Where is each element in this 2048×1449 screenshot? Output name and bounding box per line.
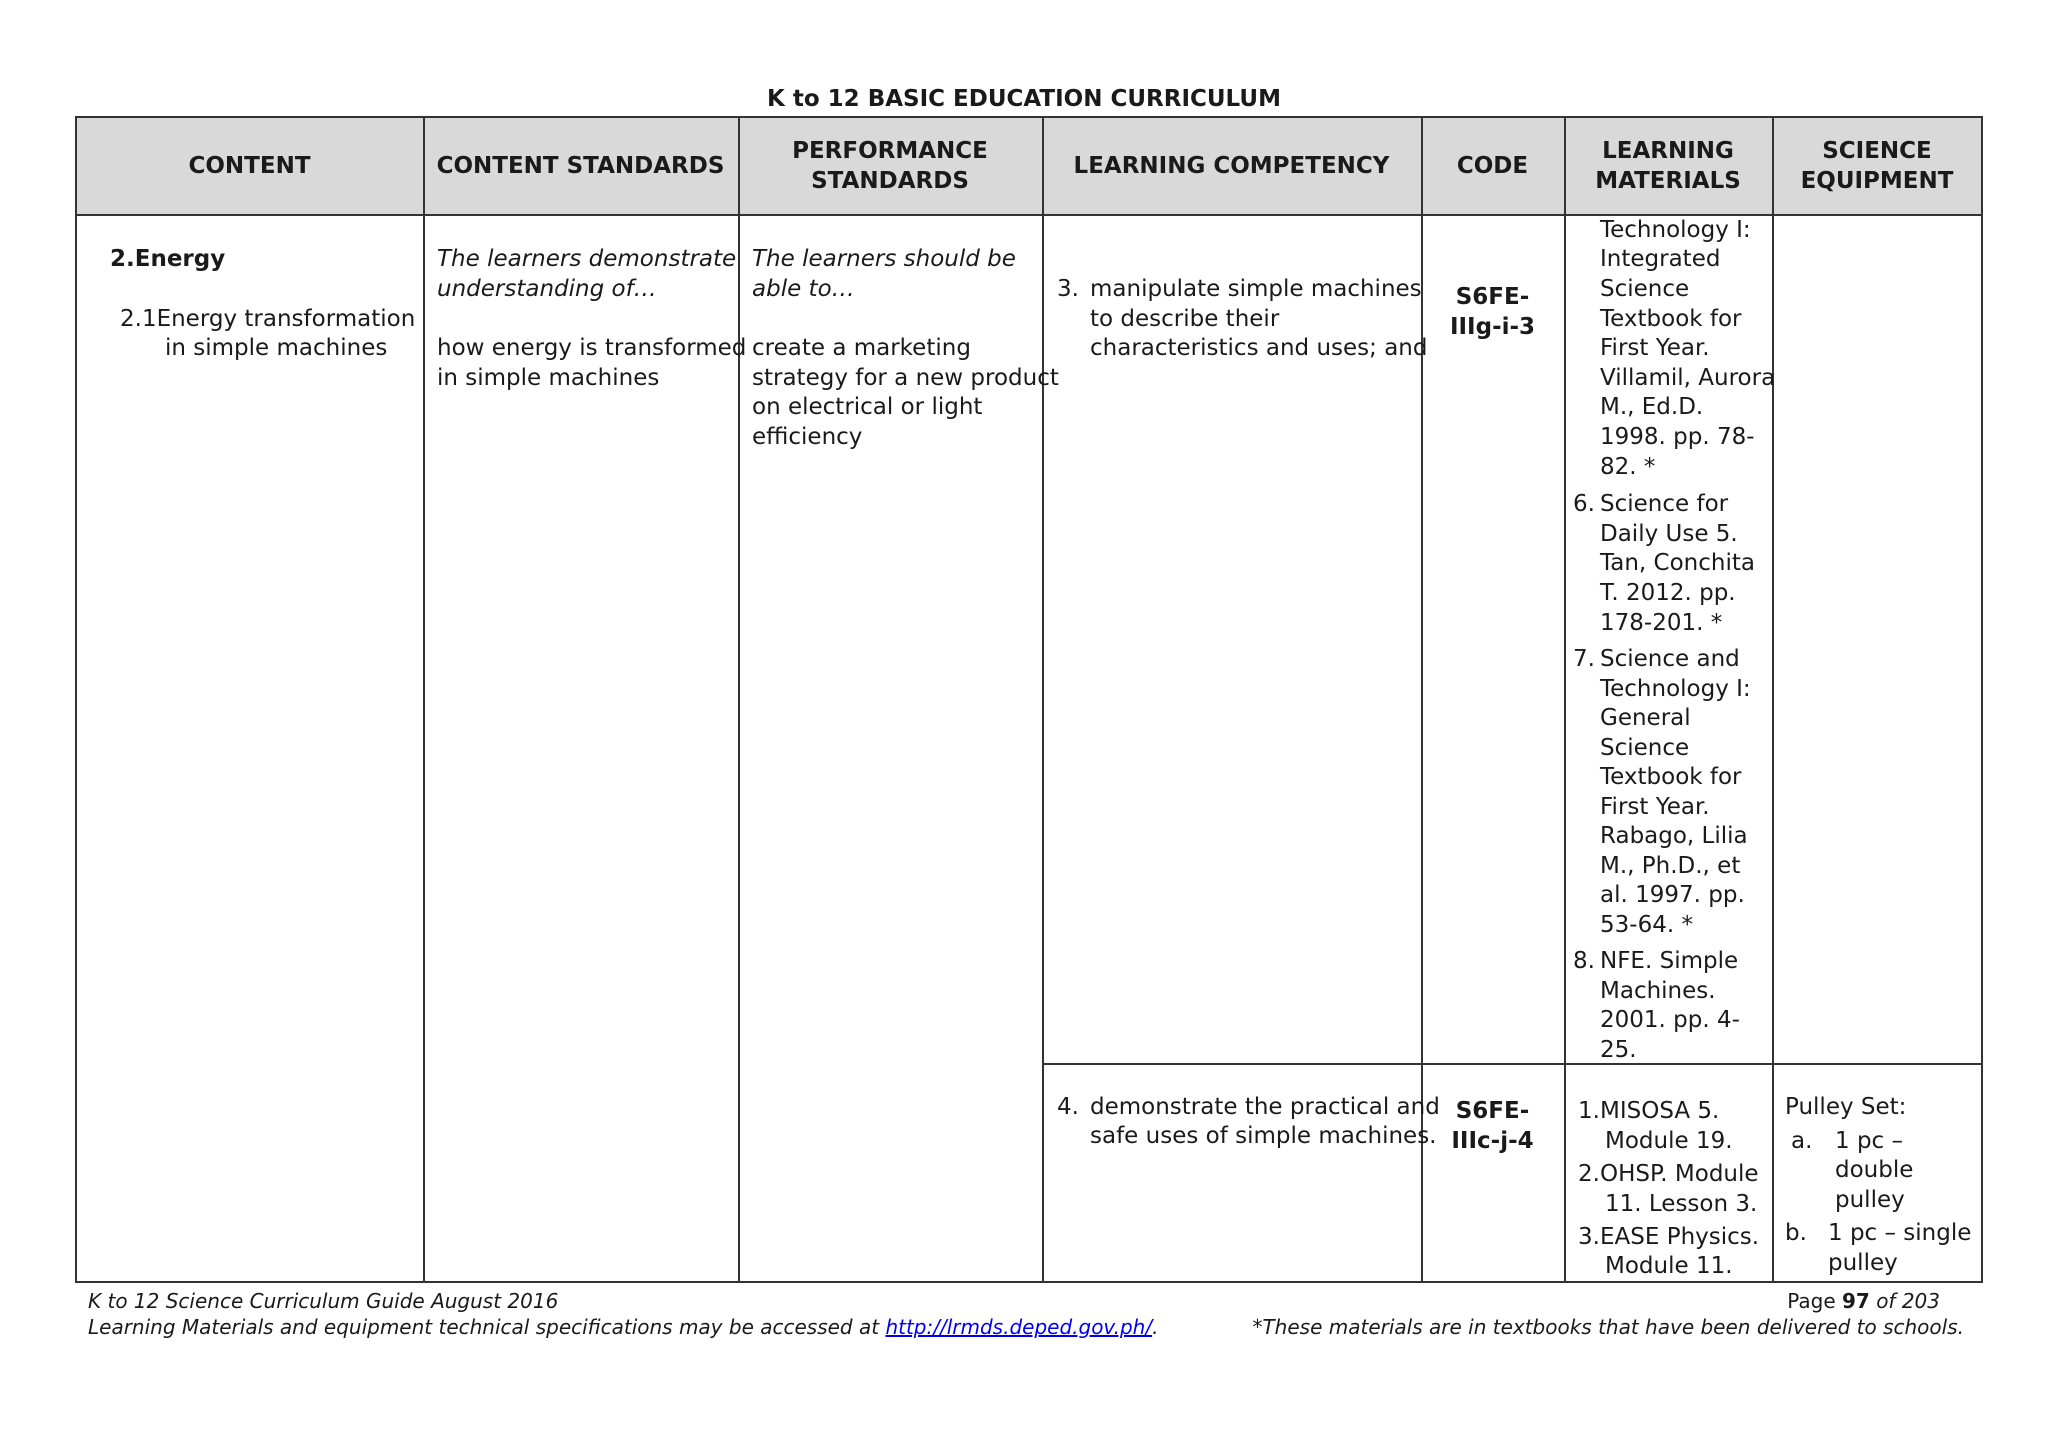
competency-number: 4.: [1057, 1094, 1079, 1120]
page-label: Page: [1787, 1289, 1836, 1313]
material-number: 2.: [1578, 1161, 1600, 1187]
material-continued-line: Integrated: [1600, 246, 1721, 272]
equipment-title: Pulley Set:: [1785, 1094, 1907, 1120]
material-line: 53-64. *: [1600, 912, 1693, 938]
competency-line: safe uses of simple machines.: [1090, 1123, 1437, 1149]
lrmds-link[interactable]: http://lrmds.deped.gov.ph/: [885, 1315, 1153, 1339]
document-title: K to 12 BASIC EDUCATION CURRICULUM: [767, 86, 1281, 112]
page-indicator: [1787, 1289, 1940, 1313]
content-standards-intro-line1: The learners demonstrate: [437, 246, 737, 272]
header-content: CONTENT: [188, 153, 311, 179]
header-content-standards: CONTENT STANDARDS: [436, 153, 725, 179]
material-line: Science and: [1600, 646, 1740, 672]
material-line: OHSP. Module: [1600, 1161, 1759, 1187]
material-line: M., Ph.D., et: [1600, 853, 1741, 879]
performance-standards-intro-line2: able to…: [752, 276, 855, 302]
material-line: al. 1997. pp.: [1600, 882, 1745, 908]
material-number: 1.: [1578, 1098, 1600, 1124]
material-number: 3.: [1578, 1224, 1600, 1250]
material-line: Science for: [1600, 491, 1729, 517]
footer-access-prefix: Learning Materials and equipment technical specifications may be accessed at: [88, 1315, 886, 1339]
code-line: IIIg-i-3: [1449, 314, 1536, 340]
material-continued-line: 82. *: [1600, 454, 1656, 480]
header-science-equipment: SCIENCE EQUIPMENT: [1800, 138, 1954, 194]
material-number: 8.: [1573, 948, 1595, 974]
material-line: Tan, Conchita: [1600, 550, 1755, 576]
material-number: 6.: [1573, 491, 1595, 517]
equipment-line: double: [1835, 1157, 1914, 1183]
equipment-line: pulley: [1835, 1187, 1905, 1213]
content-standards-line1: how energy is transformed: [437, 335, 747, 361]
code-line: S6FE-: [1455, 1098, 1530, 1124]
material-continued-line: 1998. pp. 78-: [1600, 424, 1755, 450]
material-line: Machines.: [1600, 978, 1716, 1004]
performance-standards-line: strategy for a new product: [752, 365, 1059, 391]
footer-guide: K to 12 Science Curriculum Guide August 2016: [88, 1289, 559, 1313]
page-number: 97: [1841, 1289, 1870, 1313]
material-line: General: [1600, 705, 1691, 731]
material-line: Module 11.: [1605, 1253, 1733, 1279]
competency-line: characteristics and uses; and: [1090, 335, 1428, 361]
header-learning-competency: LEARNING COMPETENCY: [1073, 153, 1390, 179]
material-line: 178-201. *: [1600, 610, 1723, 636]
material-line: Rabago, Lilia: [1600, 823, 1748, 849]
header-learning-materials: LEARNING MATERIALS: [1595, 138, 1741, 194]
code-line: IIIc-j-4: [1451, 1128, 1534, 1154]
material-line: EASE Physics.: [1600, 1224, 1760, 1250]
performance-standards-intro-line1: The learners should be: [752, 246, 1016, 272]
performance-standards-line: efficiency: [752, 424, 863, 450]
content-subtopic-line2: in simple machines: [165, 335, 388, 361]
content-standards-line2: in simple machines: [437, 365, 660, 391]
content-subtopic-line1: 2.1Energy transformation: [120, 306, 416, 332]
equipment-letter: b.: [1785, 1220, 1807, 1246]
material-line: Textbook for: [1600, 764, 1742, 790]
header-code: CODE: [1456, 153, 1529, 179]
equipment-letter: a.: [1791, 1128, 1813, 1154]
material-line: NFE. Simple: [1600, 948, 1739, 974]
footer-access-note: [88, 1314, 1158, 1340]
performance-standards-line: create a marketing: [752, 335, 971, 361]
equipment-line: 1 pc – single: [1828, 1220, 1972, 1246]
performance-standards-line: on electrical or light: [752, 394, 983, 420]
competency-number: 3.: [1057, 276, 1079, 302]
material-continued-line: Villamil, Aurora: [1600, 365, 1776, 391]
equipment-line: pulley: [1828, 1250, 1898, 1276]
competency-line: manipulate simple machines: [1090, 276, 1422, 302]
material-continued-line: M., Ed.D.: [1600, 394, 1704, 420]
material-continued-line: First Year.: [1600, 335, 1710, 361]
material-line: First Year.: [1600, 794, 1710, 820]
content-standards-intro-line2: understanding of…: [437, 276, 657, 302]
material-line: MISOSA 5.: [1600, 1098, 1720, 1124]
material-line: 2001. pp. 4-: [1600, 1007, 1740, 1033]
header-performance-standards: PERFORMANCE STANDARDS: [792, 138, 988, 194]
material-line: Technology I:: [1600, 676, 1751, 702]
footer-textbook-note: *These materials are in textbooks that have been delivered to schools.: [1252, 1315, 1964, 1339]
material-continued-line: Textbook for: [1600, 306, 1742, 332]
material-line: T. 2012. pp.: [1600, 580, 1736, 606]
material-line: 11. Lesson 3.: [1605, 1191, 1758, 1217]
competency-line: to describe their: [1090, 306, 1280, 332]
page-total: of 203: [1876, 1289, 1940, 1313]
material-number: 7.: [1573, 646, 1595, 672]
material-continued-line: Science: [1600, 276, 1690, 302]
material-line: Daily Use 5.: [1600, 521, 1738, 547]
code-line: S6FE-: [1455, 284, 1530, 310]
footer-access-suffix: .: [1152, 1315, 1159, 1339]
content-heading: 2.Energy: [110, 246, 226, 272]
material-line: Science: [1600, 735, 1690, 761]
equipment-line: 1 pc –: [1835, 1128, 1904, 1154]
material-line: 25.: [1600, 1037, 1637, 1063]
competency-line: demonstrate the practical and: [1090, 1094, 1440, 1120]
material-line: Module 19.: [1605, 1128, 1733, 1154]
material-continued-line: Technology I:: [1600, 217, 1751, 243]
